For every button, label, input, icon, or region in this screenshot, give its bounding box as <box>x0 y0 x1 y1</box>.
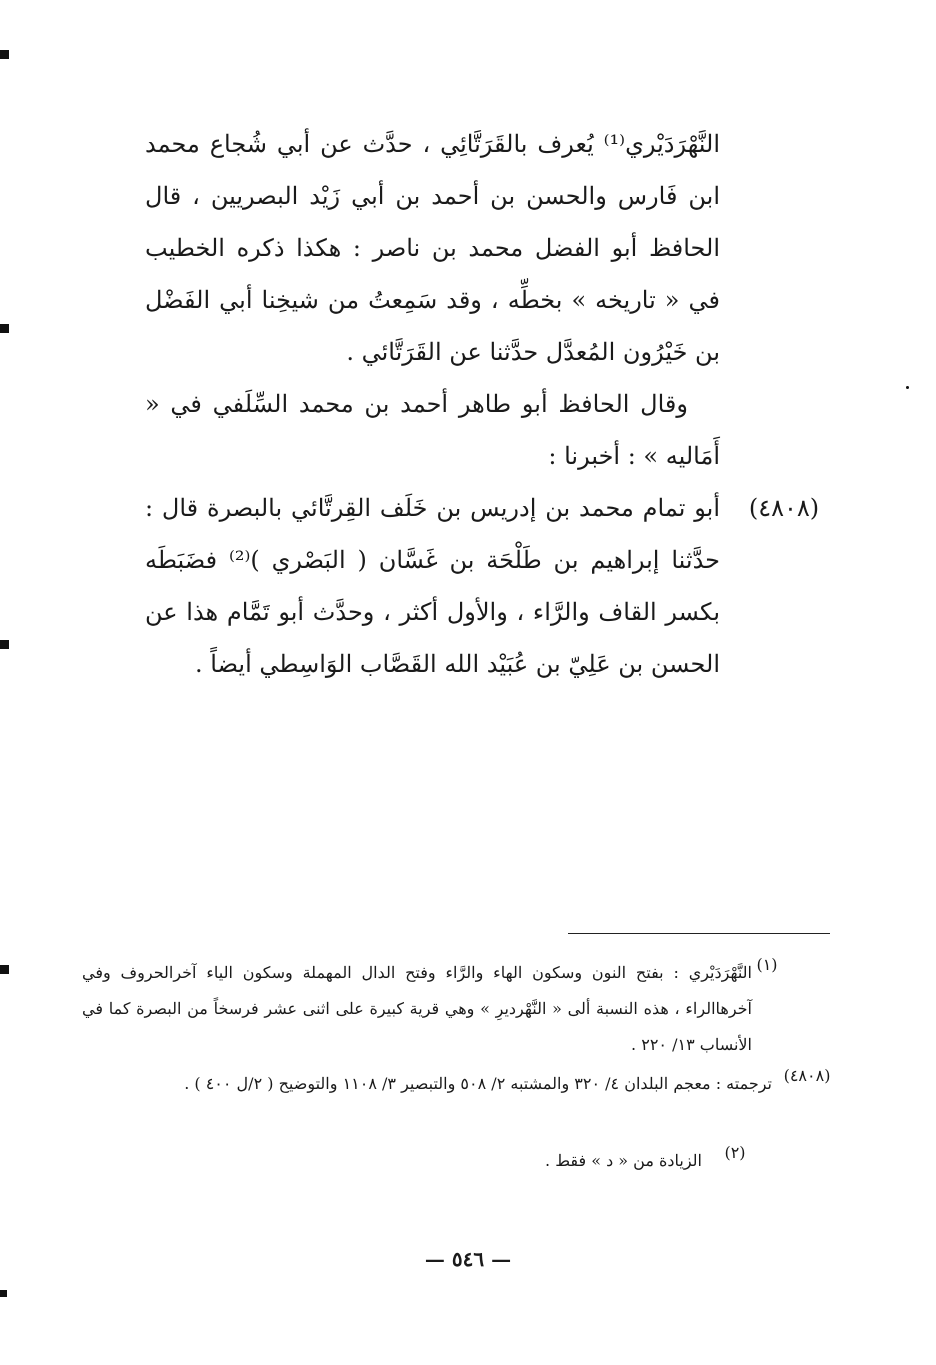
scan-dot <box>906 386 909 389</box>
scan-mark <box>0 640 9 649</box>
footnote-1-text: النَّهْرَدَيْري : بفتح النون وسكون الهاء والرَّاء وفتح الدال المهملة وسكون الياء آخرالحروف وفي آخرهاالراء ، هذه النسبة ألى « النَّهْرديرِ » وهي قرية كبيرة على اثنى عشر فرسخاً من البصرة كما في الأنساب ١٣/ ٢٢٠ . <box>82 963 752 1054</box>
footnote-3-text: الزيادة من « د » فقط . <box>545 1151 702 1170</box>
scan-mark <box>0 50 9 59</box>
footnote-3-number: (٢) <box>724 1143 746 1162</box>
footnote-separator <box>568 933 830 934</box>
footnote-2-number: (٤٨٠٨) <box>783 1066 831 1085</box>
scan-mark <box>0 324 9 333</box>
paragraph-2: وقال الحافظ أبو طاهر أحمد بن محمد السِّلَفي في « أَمَاليه » : أخبرنا : <box>145 390 720 470</box>
main-text <box>145 118 820 690</box>
scan-mark <box>0 965 9 974</box>
footnote-2-text: ترجمته : معجم البلدان ٤/ ٣٢٠ والمشتبه ٢/ ٥٠٨ والتبصير ٣/ ١١٠٨ والتوضيح ( ٢/ل ٤٠٠ ) . <box>184 1074 772 1093</box>
paragraph-1: النَّهْرَدَيْري⁽¹⁾ يُعرف بالقَرَتَّائِي ، حدَّث عن أبي شُجاع محمد ابن فَارس والحسن بن أحمد بن أبي زَيْد البصريين ، قال الحافظ أبو الفضل محمد بن ناصر : هكذا ذكره الخطيب في « تاريخه » بخطِّه ، وقد سَمِعتُ من شيخِنا أبي الفَضْل بن خَيْرُون المُعدَّل حدَّثنا عن القَرَتَّائي . <box>145 130 720 366</box>
scan-mark <box>0 1290 7 1297</box>
entry-number: (٤٨٠٨) <box>748 494 820 522</box>
entry-text: أبو تمام محمد بن إدريس بن خَلَف القِرتَّائي بالبصرة قال : حدَّثنا إبراهيم بن طَلْحَة بن غَسَّان ( البَصْري )⁽²⁾ فضَبَطَه بكسر القاف والرَّاء ، والأول أكثر ، وحدَّث أبو تَمَّام هذا عن الحسن بن عَلِيّ بن عُبَيْد الله القَصَّاب الوَاسِطي أيضاً . <box>145 494 721 678</box>
page-number: — ٥٤٦ — <box>424 1247 512 1271</box>
footnote-1-number: (١) <box>756 955 778 974</box>
entry-4808 <box>145 482 820 690</box>
